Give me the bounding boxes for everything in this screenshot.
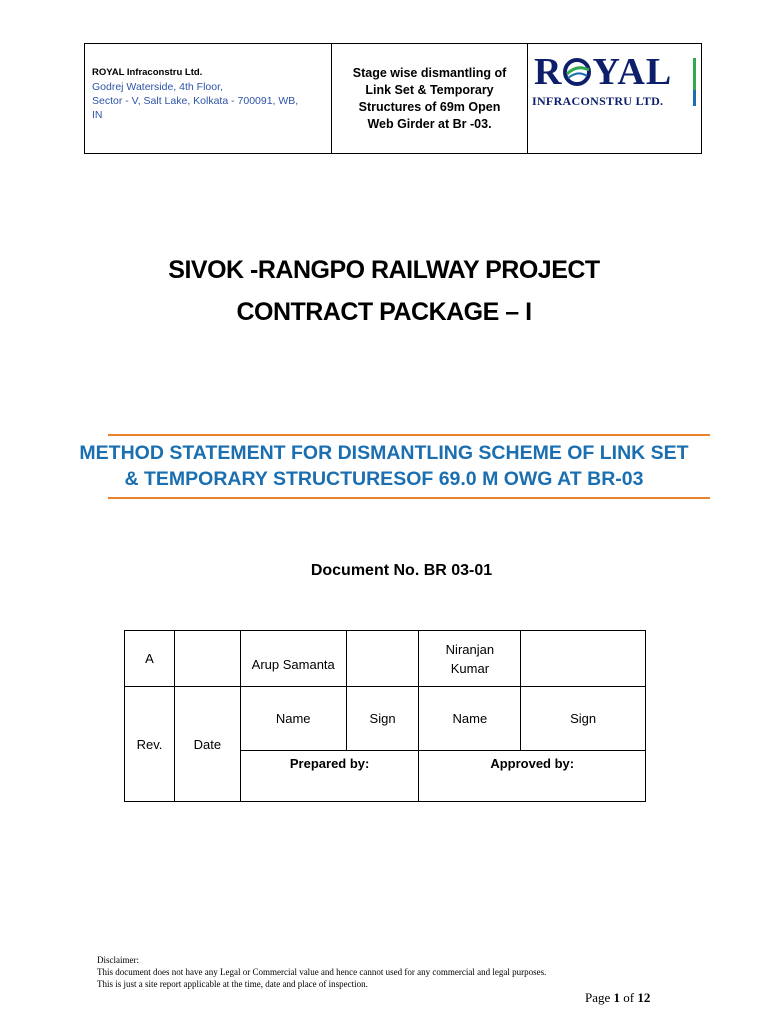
page-of: of	[623, 990, 635, 1005]
address-line-1: Godrej Waterside, 4th Floor,	[92, 81, 223, 93]
prepared-name-value: Arup Samanta	[240, 631, 346, 687]
rev-value: A	[125, 631, 175, 687]
page-total: 12	[637, 990, 651, 1005]
disclaimer-line-1: This document does not have any Legal or Commercial value and hence cannot used for any commercial and legal purposes.	[97, 967, 547, 977]
document-subject	[332, 44, 528, 153]
disclaimer	[97, 954, 657, 990]
logo-globe-icon	[562, 56, 592, 86]
approved-name-line-1: Niranjan	[445, 641, 495, 657]
page-current: 1	[613, 990, 621, 1005]
prepared-name-header: Name	[240, 687, 346, 751]
approved-by-label: Approved by:	[419, 751, 646, 802]
page-label: Page	[585, 990, 611, 1005]
project-title: SIVOK -RANGPO RAILWAY PROJECT	[168, 256, 600, 284]
prepared-sign-header: Sign	[346, 687, 419, 751]
disclaimer-line-2: This is just a site report applicable at the time, date and place of inspection.	[97, 979, 368, 989]
subject-line-1: Stage wise dismantling of	[352, 65, 507, 80]
logo-letters-yal: YAL	[592, 51, 673, 93]
revision-table	[124, 630, 646, 802]
disclaimer-title: Disclaimer:	[97, 955, 139, 965]
subject-line-4: Web Girder at Br -03.	[367, 116, 492, 131]
orange-rule-bottom	[108, 497, 710, 499]
approved-sign-header: Sign	[521, 687, 646, 751]
method-statement-line-2: & TEMPORARY STRUCTURESOF 69.0 M OWG AT BR-03	[124, 468, 644, 490]
logo-letter-r: R	[534, 51, 563, 93]
page-number	[585, 990, 650, 1006]
company-address-block	[85, 44, 332, 153]
logo-wordmark	[534, 52, 672, 92]
approved-sign-value	[521, 631, 646, 687]
company-name: ROYAL Infraconstru Ltd.	[92, 67, 203, 78]
approved-name-value	[419, 631, 521, 687]
date-header: Date	[174, 687, 240, 802]
company-logo	[528, 44, 701, 153]
subject-line-3: Structures of 69m Open	[358, 99, 501, 114]
prepared-sign-value	[346, 631, 419, 687]
rev-header: Rev.	[125, 687, 175, 802]
address-line-3: IN	[92, 109, 103, 121]
approved-name-header: Name	[419, 687, 521, 751]
table-row	[125, 631, 646, 687]
method-statement-title	[40, 440, 728, 492]
orange-rule-top	[108, 434, 710, 436]
table-row	[125, 687, 646, 751]
method-statement-line-1: METHOD STATEMENT FOR DISMANTLING SCHEME OF LINK SET	[79, 442, 689, 464]
logo-color-bar	[693, 58, 696, 106]
document-number: Document No. BR 03-01	[310, 562, 493, 579]
subject-line-2: Link Set & Temporary	[365, 82, 494, 97]
date-value	[174, 631, 240, 687]
prepared-by-label: Prepared by:	[240, 751, 419, 802]
logo-subtext: INFRACONSTRU LTD.	[532, 94, 664, 108]
address-line-2: Sector - V, Salt Lake, Kolkata - 700091, WB,	[92, 95, 299, 107]
contract-package-title: CONTRACT PACKAGE – I	[236, 298, 532, 326]
document-header	[84, 43, 702, 154]
approved-name-line-2: Kumar	[450, 660, 490, 676]
